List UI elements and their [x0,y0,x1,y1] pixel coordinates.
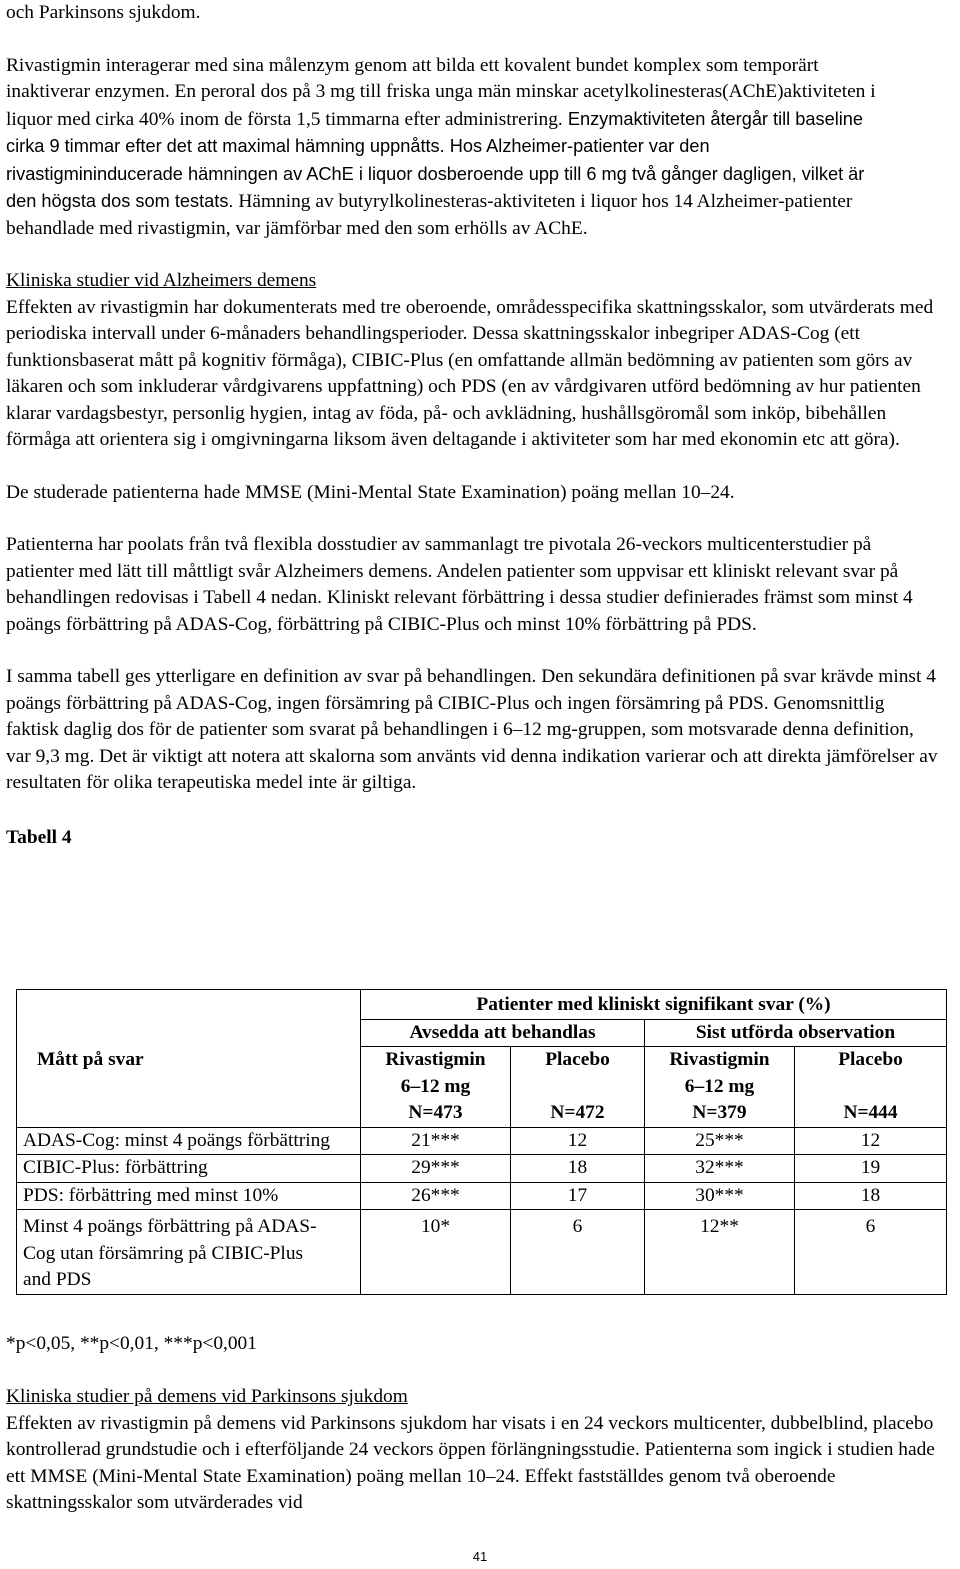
row-value: 12 [795,1127,947,1155]
table-row [17,1210,947,1295]
results-table [16,989,947,1295]
row-value: 18 [795,1182,947,1210]
row-value: 25*** [645,1127,795,1155]
section2-paragraph-1: Effekten av rivastigmin på demens vid Parkinsons sjukdom har visats i en 24 veckors multicenter, dubbelblind, placebo kontrollerad grundstudie och i efterföljande 24 veckors öppen förlängningsstudie. Patienterna som ingick i studien hade ett MMSE (Mini-Mental State Examination) poäng mellan 10–24. Effekt fastställdes genom två oberoende skattningsskalor som utvärderades vid [6,1412,935,1513]
row-label: Minst 4 poängs förbättring på ADAS-Cog utan försämring på CIBIC-Plus and PDS [17,1210,361,1295]
column-header-riva-locf: Rivastigmin 6–12 mg N=379 [645,1047,795,1128]
section1-paragraph-2: De studerade patienterna hade MMSE (Mini-Mental State Examination) poäng mellan 10–24. [6,481,735,503]
table-caption: Tabell 4 [6,826,72,848]
row-value: 17 [511,1182,645,1210]
column-header-placebo-itt: Placebo N=472 [511,1047,645,1128]
row-value: 12 [511,1127,645,1155]
section1-paragraph-3: Patienterna har poolats från två flexibla dosstudier av sammanlagt tre pivotala 26-veckors multicenterstudier på patienter med lätt till måttligt svår Alzheimers demens. Andelen patienter som uppvisar ett kliniskt relevant svar på behandlingen redovisas i Tabell 4 nedan. Kliniskt relevant förbättring i dessa studier definierades främst som minst 4 poängs förbättring på ADAS-Cog, förbättring på CIBIC-Plus och minst 10% förbättring på PDS. [6,534,913,635]
row-value: 10* [361,1210,511,1295]
section-heading-alzheimer: Kliniska studier vid Alzheimers demens [6,270,317,291]
row-value: 12** [645,1210,795,1295]
row-value: 18 [511,1155,645,1183]
row-value: 6 [795,1210,947,1295]
column-header-riva-itt: Rivastigmin 6–12 mg N=473 [361,1047,511,1128]
intro-text-a: Rivastigmin interagerar med sina målenzym genom att bilda ett kovalent bundet komplex som temporärt inaktiverar enzymen. En peroral dos på 3 mg till friska unga män minskar acetylkolinesteras(AChE)aktiviteten i liquor med cirka 40% inom de första 1,5 timmarna efter administrering. [6,54,876,130]
measure-header: Mått på svar [17,1047,361,1128]
row-label: PDS: förbättring med minst 10% [17,1182,361,1210]
column-header-placebo-locf: Placebo N=444 [795,1047,947,1128]
table-row [17,1182,947,1210]
row-value: 26*** [361,1182,511,1210]
measure-header-cell [17,990,361,1020]
section-parkinson [6,1384,954,1517]
page-number: 41 [472,1549,488,1564]
intro-paragraph [6,53,886,243]
document-body [6,0,954,851]
section1-paragraph-1: Effekten av rivastigmin har dokumenterats med tre oberoende, områdesspecifika skattningsskalor, som utvärderats med periodiska intervall under 6-månaders behandlingsperioder. Dessa skattningsskalor inbegriper ADAS-Cog (ett funktionsbaserat mått på kognitiv förmåga), CIBIC-Plus (en omfattande allmän bedömning av patienten som görs av läkaren och som inkluderar vårdgivarens uppfattning) och PDS (en av vårdgivaren utförd bedömning av hur patienten klarar vardagsbestyr, personlig hygien, intag av föda, på- och avklädning, hushållsgöromål som inköp, bibehållen förmåga att orientera sig i omgivningarna liksom även deltagande i aktiviteter som har med ekonomin etc att göra). [6,296,934,450]
row-value: 21*** [361,1127,511,1155]
table-main-header: Patienter med kliniskt signifikant svar (%) [361,990,947,1020]
row-label: ADAS-Cog: minst 4 poängs förbättring [17,1127,361,1155]
row-value: 32*** [645,1155,795,1183]
table-footnote: *p<0,05, **p<0,01, ***p<0,001 [6,1333,257,1354]
intro-text-d: Hämning av butyrylkolinesteras-aktiviteten i liquor hos 14 Alzheimer-patienter behandlade med rivastigmin, var jämförbar med den som erhölls av AChE. [6,191,853,239]
intro-top-line: och Parkinsons sjukdom. [6,2,201,23]
table-row [17,1127,947,1155]
section1-paragraph-4: I samma tabell ges ytterligare en definition av svar på behandlingen. Den sekundära definitionen på svar krävde minst 4 poängs förbättring på ADAS-Cog, ingen försämring på CIBIC-Plus och ingen försämring på PDS. Genomsnittlig faktisk daglig dos för de patienter som svarat på behandlingen i 6–12 mg-gruppen, som motsvarade denna definition, var 9,3 mg. Det är viktigt att notera att skalorna som använts vid denna indikation varierar och att direkta jämförelser av resultaten för olika terapeutiska medel inte är giltiga. [6,666,938,793]
row-label: CIBIC-Plus: förbättring [17,1155,361,1183]
table-row [17,1155,947,1183]
intro-text-b: Enzymaktiviteten återgår till baseline cirka 9 timmar efter det att maximal hämning uppnåtts. [6,108,864,156]
group-header-locf: Sist utförda observation [645,1019,947,1047]
row-value: 30*** [645,1182,795,1210]
group-header-itt: Avsedda att behandlas [361,1019,645,1047]
row-value: 29*** [361,1155,511,1183]
intro-text-c: Hos Alzheimer-patienter var den rivastigmininducerade hämningen av AChE i liquor dosberoende upp till 6 mg två gånger dagligen, vilket är den högsta dos som testats. [6,136,865,211]
row-value: 6 [511,1210,645,1295]
row-value: 19 [795,1155,947,1183]
section-heading-parkinson: Kliniska studier på demens vid Parkinsons sjukdom [6,1386,408,1407]
